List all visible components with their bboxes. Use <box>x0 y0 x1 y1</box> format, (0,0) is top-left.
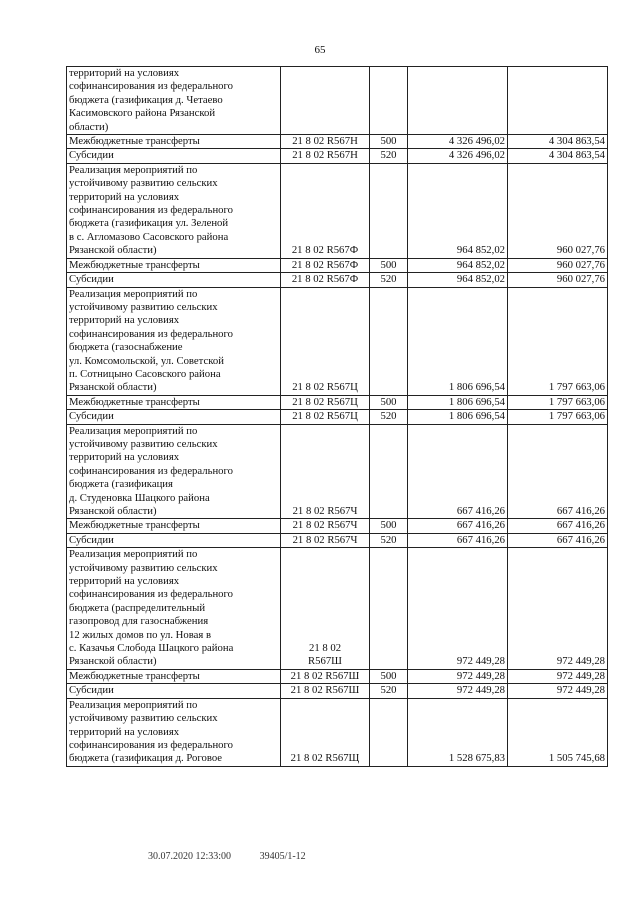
amount-second: 667 416,26 <box>508 533 608 547</box>
amount-second: 972 449,28 <box>508 669 608 683</box>
table-row <box>67 395 608 409</box>
target-code: 21 8 02 R567Н <box>281 135 370 149</box>
target-code: 21 8 02 R567Ф <box>281 258 370 272</box>
amount-second: 972 449,28 <box>508 684 608 698</box>
amount-second <box>508 67 608 135</box>
table-row <box>67 273 608 287</box>
item-name: Реализация мероприятий по устойчивому развитию сельских территорий на условиях софинансирования из федерального бюджета (распределительный газопровод для газоснабжения 12 жилых домов по ул. Новая в с. Казачья Слобода Шацкого района Рязанской области) <box>67 548 281 670</box>
amount-first: 667 416,26 <box>408 424 508 519</box>
expense-type: 520 <box>370 149 408 163</box>
item-name: Реализация мероприятий по устойчивому развитию сельских территорий на условиях софинансирования из федерального бюджета (газификация д. Роговое <box>67 698 281 766</box>
amount-second: 972 449,28 <box>508 548 608 670</box>
amount-first <box>408 67 508 135</box>
expense-type <box>370 424 408 519</box>
target-code: 21 8 02 R567Н <box>281 149 370 163</box>
expense-type <box>370 287 408 395</box>
amount-first: 964 852,02 <box>408 273 508 287</box>
item-name: Субсидии <box>67 533 281 547</box>
table-row <box>67 669 608 683</box>
page-footer <box>148 851 306 862</box>
amount-second: 1 797 663,06 <box>508 410 608 424</box>
amount-first: 1 806 696,54 <box>408 287 508 395</box>
target-code: 21 8 02 R567Ф <box>281 273 370 287</box>
table-row <box>67 533 608 547</box>
amount-first: 972 449,28 <box>408 669 508 683</box>
expense-type: 520 <box>370 273 408 287</box>
table-row <box>67 149 608 163</box>
table-row <box>67 548 608 670</box>
amount-first: 667 416,26 <box>408 519 508 533</box>
amount-second: 667 416,26 <box>508 424 608 519</box>
amount-first: 4 326 496,02 <box>408 135 508 149</box>
item-name: Субсидии <box>67 149 281 163</box>
item-name: Субсидии <box>67 684 281 698</box>
expense-type: 520 <box>370 533 408 547</box>
table-row <box>67 424 608 519</box>
table-row <box>67 698 608 766</box>
target-code: 21 8 02 R567Ч <box>281 533 370 547</box>
target-code: 21 8 02 R567Ш <box>281 684 370 698</box>
expense-type: 500 <box>370 519 408 533</box>
item-name: Реализация мероприятий по устойчивому развитию сельских территорий на условиях софинансирования из федерального бюджета (газификация ул. Зеленой в с. Агломазово Сасовского района Рязанской области) <box>67 163 281 258</box>
amount-second: 960 027,76 <box>508 163 608 258</box>
item-name: Межбюджетные трансферты <box>67 258 281 272</box>
target-code: 21 8 02 R567Ц <box>281 410 370 424</box>
amount-first: 1 806 696,54 <box>408 410 508 424</box>
amount-first: 964 852,02 <box>408 163 508 258</box>
expense-type <box>370 163 408 258</box>
table-row <box>67 684 608 698</box>
amount-second: 4 304 863,54 <box>508 135 608 149</box>
amount-second: 1 797 663,06 <box>508 287 608 395</box>
target-code: 21 8 02 R567Ш <box>281 548 370 670</box>
table-row <box>67 163 608 258</box>
expense-type: 500 <box>370 135 408 149</box>
target-code: 21 8 02 R567Щ <box>281 698 370 766</box>
table-row <box>67 135 608 149</box>
amount-second: 667 416,26 <box>508 519 608 533</box>
amount-first: 1 528 675,83 <box>408 698 508 766</box>
amount-first: 667 416,26 <box>408 533 508 547</box>
footer-timestamp: 30.07.2020 12:33:00 <box>148 851 232 862</box>
expense-type: 500 <box>370 258 408 272</box>
target-code: 21 8 02 R567Ш <box>281 669 370 683</box>
amount-first: 1 806 696,54 <box>408 395 508 409</box>
table-row <box>67 67 608 135</box>
target-code: 21 8 02 R567Ч <box>281 424 370 519</box>
item-name: Субсидии <box>67 410 281 424</box>
target-code: 21 8 02 R567Ф <box>281 163 370 258</box>
amount-second: 960 027,76 <box>508 258 608 272</box>
item-name: Межбюджетные трансферты <box>67 135 281 149</box>
footer-doc-code: 39405/1-12 <box>259 851 306 862</box>
table-row <box>67 519 608 533</box>
expense-type: 500 <box>370 669 408 683</box>
table-row <box>67 287 608 395</box>
amount-second: 960 027,76 <box>508 273 608 287</box>
target-code: 21 8 02 R567Ц <box>281 287 370 395</box>
item-name: Межбюджетные трансферты <box>67 669 281 683</box>
expense-type <box>370 698 408 766</box>
table-row <box>67 410 608 424</box>
table-row <box>67 258 608 272</box>
item-name: Межбюджетные трансферты <box>67 519 281 533</box>
expense-type: 520 <box>370 684 408 698</box>
target-code <box>281 67 370 135</box>
item-name: территорий на условиях софинансирования из федерального бюджета (газификация д. Четаево Касимовского района Рязанской области) <box>67 67 281 135</box>
target-code: 21 8 02 R567Ц <box>281 395 370 409</box>
expense-type: 500 <box>370 395 408 409</box>
amount-first: 972 449,28 <box>408 684 508 698</box>
amount-first: 4 326 496,02 <box>408 149 508 163</box>
item-name: Реализация мероприятий по устойчивому развитию сельских территорий на условиях софинансирования из федерального бюджета (газификация д. Студеновка Шацкого района Рязанской области) <box>67 424 281 519</box>
item-name: Субсидии <box>67 273 281 287</box>
target-code: 21 8 02 R567Ч <box>281 519 370 533</box>
budget-table <box>66 66 608 767</box>
amount-first: 972 449,28 <box>408 548 508 670</box>
amount-second: 1 797 663,06 <box>508 395 608 409</box>
amount-second: 1 505 745,68 <box>508 698 608 766</box>
expense-type: 520 <box>370 410 408 424</box>
amount-first: 964 852,02 <box>408 258 508 272</box>
amount-second: 4 304 863,54 <box>508 149 608 163</box>
page-number: 65 <box>314 44 326 56</box>
expense-type <box>370 67 408 135</box>
item-name: Межбюджетные трансферты <box>67 395 281 409</box>
item-name: Реализация мероприятий по устойчивому развитию сельских территорий на условиях софинансирования из федерального бюджета (газоснабжение ул. Комсомольской, ул. Советской п. Сотницыно Сасовского района Рязанской области) <box>67 287 281 395</box>
expense-type <box>370 548 408 670</box>
